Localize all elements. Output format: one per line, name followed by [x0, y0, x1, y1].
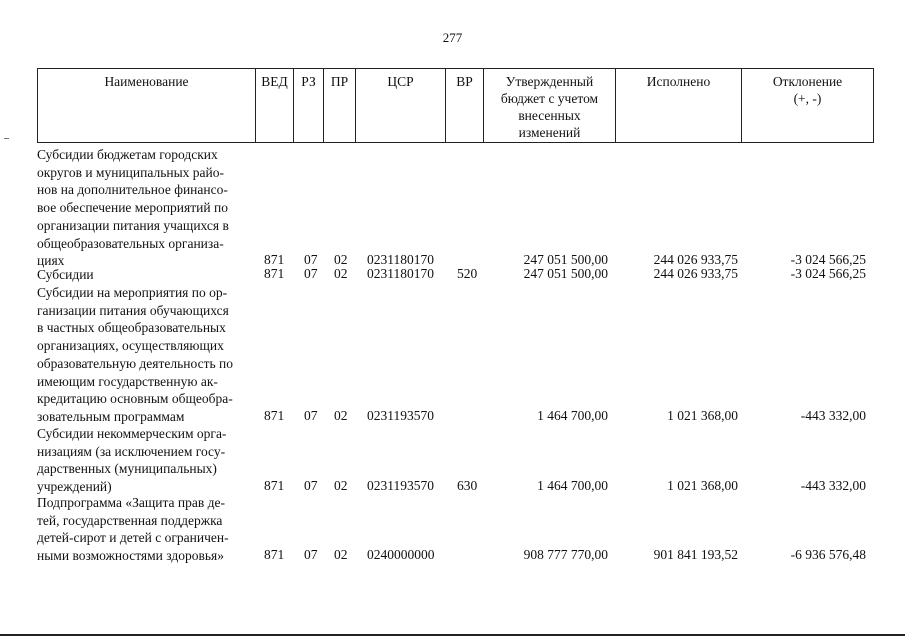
row-csr: 0240000000: [367, 547, 435, 562]
row-csr: 0231193570: [367, 408, 434, 423]
row-name: [37, 266, 262, 284]
table-header: [37, 68, 874, 143]
row-name-line: организации питания учащихся в: [37, 217, 229, 233]
header-name: Наименование: [38, 69, 256, 142]
row-pr: 02: [334, 408, 348, 423]
row-rz: 07: [304, 408, 318, 423]
row-ved: 871: [264, 408, 285, 423]
header-vr: ВР: [446, 69, 484, 142]
row-executed: 1 021 368,00: [667, 478, 738, 493]
row-name-line: тей, государственная поддержка: [37, 512, 223, 528]
header-approved: [484, 69, 616, 142]
row-name-line: учреждений): [37, 479, 112, 495]
row-name-line: имеющим государственную ак-: [37, 373, 218, 389]
row-approved: 1 464 700,00: [537, 478, 608, 493]
row-rz: 07: [304, 478, 318, 493]
row-name-line: организациях, осуществляющих: [37, 338, 224, 354]
row-csr: 0231180170: [367, 266, 434, 281]
row-approved: 247 051 500,00: [523, 252, 608, 267]
row-ved: 871: [264, 547, 285, 562]
row-pr: 02: [334, 478, 348, 493]
header-approved-line: внесенных: [518, 108, 581, 123]
row-csr: 0231180170: [367, 252, 434, 267]
row-executed: 244 026 933,75: [653, 266, 738, 281]
header-deviation-line: Отклонение: [772, 74, 843, 89]
row-rz: 07: [304, 547, 318, 562]
header-rz: РЗ: [294, 69, 324, 142]
header-approved-line: бюджет с учетом: [500, 91, 599, 106]
row-deviation: -443 332,00: [800, 408, 866, 423]
row-name-line: циях: [37, 253, 65, 269]
row-executed: 1 021 368,00: [667, 408, 738, 423]
margin-mark: [4, 138, 9, 139]
row-name-line: в частных общеобразовательных: [37, 320, 226, 336]
row-name: [37, 425, 262, 496]
row-executed: 244 026 933,75: [653, 252, 738, 267]
row-deviation: -3 024 566,25: [790, 266, 866, 281]
row-name-line: Субсидии некоммерческим орга-: [37, 426, 227, 441]
row-deviation: -6 936 576,48: [790, 547, 866, 562]
row-name-line: общеобразовательных организа-: [37, 235, 224, 251]
row-approved: 247 051 500,00: [523, 266, 608, 281]
row-ved: 871: [264, 252, 285, 267]
row-name-line: детей-сирот и детей с ограничен-: [37, 530, 229, 546]
header-ved: ВЕД: [256, 69, 294, 142]
row-approved: 908 777 770,00: [523, 547, 608, 562]
row-name-line: образовательную деятельность по: [37, 355, 233, 371]
page-number: 277: [442, 30, 463, 45]
row-pr: 02: [334, 266, 348, 281]
row-name-line: нов на дополнительное финансо-: [37, 182, 228, 198]
row-name-line: округов и муниципальных райо-: [37, 164, 224, 180]
row-name-line: кредитацию основным общеобра-: [37, 391, 233, 407]
row-csr: 0231193570: [367, 478, 434, 493]
row-name: [37, 146, 262, 270]
row-pr: 02: [334, 252, 348, 267]
row-vr: 630: [457, 478, 478, 493]
row-name-line: зовательным программам: [37, 408, 185, 424]
row-deviation: -3 024 566,25: [790, 252, 866, 267]
row-ved: 871: [264, 266, 285, 281]
header-approved-line: Утвержденный: [505, 74, 594, 89]
header-deviation: [742, 69, 873, 142]
row-name-line: дарственных (муниципальных): [37, 461, 217, 477]
row-ved: 871: [264, 478, 285, 493]
row-executed: 901 841 193,52: [653, 547, 738, 562]
row-rz: 07: [304, 266, 318, 281]
header-pr: ПР: [324, 69, 356, 142]
row-name-line: вое обеспечение мероприятий по: [37, 200, 228, 216]
row-rz: 07: [304, 252, 318, 267]
header-approved-line: изменений: [518, 125, 581, 140]
row-name: [37, 284, 262, 426]
row-vr: 520: [457, 266, 478, 281]
row-pr: 02: [334, 547, 348, 562]
row-name-line: Субсидии: [37, 267, 94, 282]
row-name-line: ными возможностями здоровья»: [37, 548, 224, 564]
row-name-line: Субсидии на мероприятия по ор-: [37, 285, 228, 300]
row-name-line: Субсидии бюджетам городских: [37, 147, 218, 162]
row-name-line: Подпрограмма «Защита прав де-: [37, 495, 225, 510]
row-approved: 1 464 700,00: [537, 408, 608, 423]
header-deviation-line: (+, -): [793, 91, 822, 106]
row-deviation: -443 332,00: [800, 478, 866, 493]
header-executed: Исполнено: [616, 69, 742, 142]
row-name: [37, 494, 262, 565]
row-name-line: низациям (за исключением госу-: [37, 443, 226, 459]
header-csr: ЦСР: [356, 69, 446, 142]
bottom-rule: [0, 634, 905, 636]
row-name-line: ганизации питания обучающихся: [37, 302, 229, 318]
